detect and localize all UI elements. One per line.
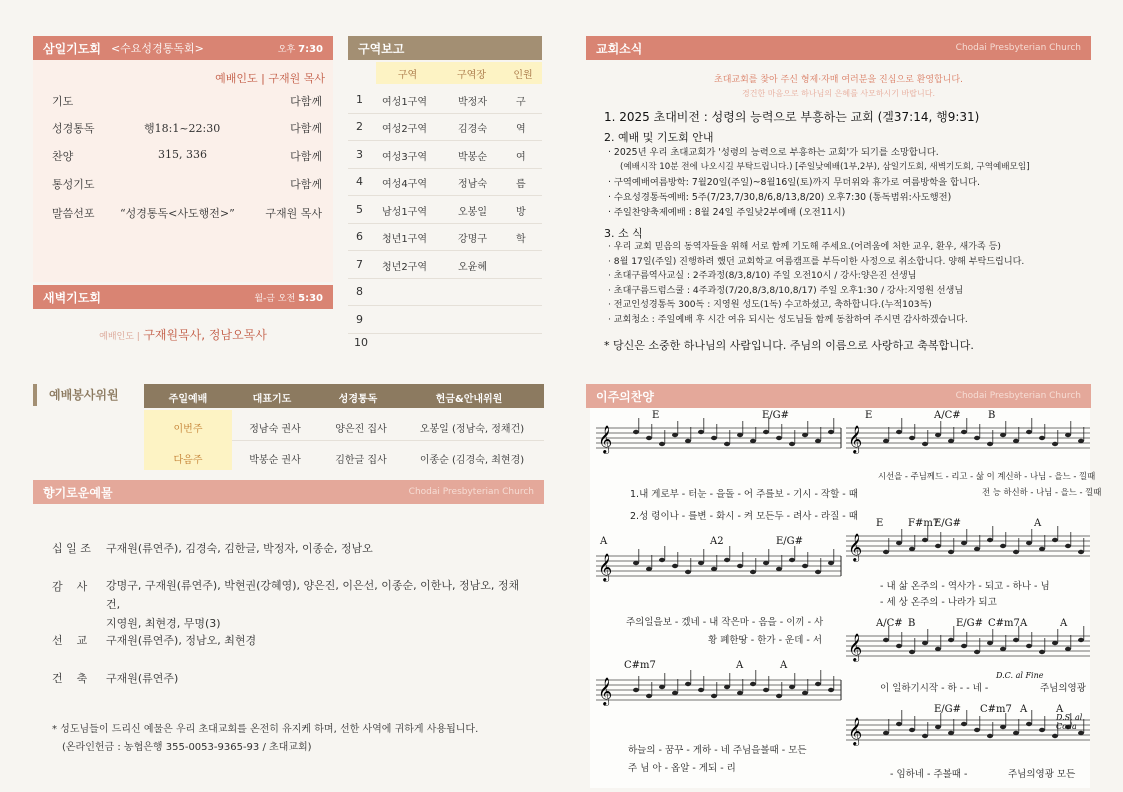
hymn-header [586, 384, 1091, 408]
news-item: · 주일찬양축제예배 : 8월 24일 주일낮2부예배 (오전11시) [608, 207, 846, 218]
news-item: · 8월 17일(주일) 진행하려 했던 교회학교 여름캠프를 부득이한 사정으로 취소합니다. 양해 부탁드립니다. [608, 256, 1025, 267]
note-head [1065, 647, 1071, 651]
note-head [935, 647, 941, 651]
dc-al-fine: D.C. al Fine [996, 671, 1044, 680]
note-head [789, 558, 795, 562]
note-head [698, 430, 704, 434]
note-head [789, 685, 795, 689]
dawn-leader-label: 예배인도 | [99, 332, 140, 342]
district-no: 3 [356, 148, 363, 161]
hymn-title: 이주의찬양 [596, 389, 654, 404]
service-bible: 김한글 집사 [335, 455, 387, 466]
note-head [909, 436, 915, 440]
news-item: · 수요성경통독예배: 5주(7/23,7/30,8/6,8/13,8/20) 오후7:30 (통독범위:사도행전) [608, 192, 952, 203]
wed-row-label: 성경통독 [52, 122, 95, 135]
note-head [883, 638, 889, 642]
wed-row [52, 120, 322, 136]
note-head [646, 694, 652, 698]
news-item: · 구역예배여름방학: 7월20일(주일)~8월16일(토)까지 무더위와 휴가로 여름방학을 합니다. [608, 177, 980, 188]
note-head [961, 430, 967, 434]
district-no: 1 [356, 93, 363, 106]
lyric-line: 하늘의 - 꿈꾸 - 게하 - 네 주님을볼때 - 모든 [628, 745, 807, 756]
district-count: 여 [516, 152, 526, 163]
note-head [711, 694, 717, 698]
note-head [1000, 433, 1006, 437]
dawn-leader [33, 326, 333, 343]
chord: B [908, 618, 916, 629]
note-head [1026, 541, 1032, 545]
chord: A [1020, 618, 1028, 629]
news-item: · 우리 교회 믿음의 동역자들을 위해 서로 함께 기도해 주세요.(어려움에 처한 교우, 환우, 새가족 등) [608, 242, 1001, 252]
wed-row-who: 다함께 [290, 95, 322, 108]
note-head [1000, 647, 1006, 651]
note-head [698, 561, 704, 565]
note-head [672, 433, 678, 437]
district-leader: 김경숙 [458, 124, 487, 135]
news-item: · 2025년 우리 초대교회가 '성령의 능력으로 부흥하는 교회'가 되기를 소망합니다. [608, 147, 939, 158]
chord: E [652, 410, 660, 421]
note-head [883, 439, 889, 443]
district-leader: 박정자 [458, 97, 487, 108]
note-head [909, 650, 915, 654]
district-leader: 오봉일 [458, 207, 487, 218]
note-head [815, 570, 821, 574]
district-header [348, 36, 542, 60]
note-head [802, 564, 808, 568]
district-area: 남성1구역 [382, 207, 428, 218]
district-no: 7 [356, 258, 363, 271]
dawn-title: 새벽기도회 [43, 290, 101, 305]
district-no: 4 [356, 175, 363, 188]
lyric-line: - 내 삶 온주의 - 역사가 - 되고 - 하나 - 님 [880, 581, 1050, 592]
district-title: 구역보고 [358, 41, 405, 56]
note-head [1052, 734, 1058, 738]
chord: E [865, 410, 873, 421]
news-welcome-sub: 경건한 마음으로 하나님의 은혜를 사모하시기 바랍니다. [742, 89, 935, 98]
district-row [348, 224, 542, 251]
note-head [802, 433, 808, 437]
service-title-wrap [33, 384, 119, 406]
note-head [659, 685, 665, 689]
note-head [685, 682, 691, 686]
note-head [815, 682, 821, 686]
offering-category: 건 축 [52, 672, 88, 685]
district-count: 구 [516, 97, 526, 108]
news-welcome: 초대교회를 찾아 주신 형제·자매 여러분을 진심으로 환영합니다. [714, 75, 963, 85]
district-no: 9 [356, 313, 363, 326]
district-no: 6 [356, 230, 363, 243]
note-head [1026, 430, 1032, 434]
note-head [961, 644, 967, 648]
treble-clef-icon: 𝄞 [848, 717, 863, 745]
note-head [1065, 433, 1071, 437]
district-col-count: 인원 [513, 70, 533, 81]
note-head [685, 570, 691, 574]
chord: A [736, 660, 744, 671]
news-item: · 초대구름역사교실 : 2주과정(8/3,8/10) 주일 오전10시 / 강사:양은진 선생님 [608, 271, 917, 282]
note-head [974, 650, 980, 654]
wed-row-who: 구재원 목사 [265, 207, 322, 220]
chord: A [780, 660, 788, 671]
wed-row [52, 205, 322, 221]
note-head [1052, 442, 1058, 446]
note-head [1039, 728, 1045, 732]
offering-names: 구재원(류연주), 김경숙, 김한글, 박정자, 이종순, 정남오 [106, 542, 373, 555]
note-head [672, 691, 678, 695]
district-no: 5 [356, 203, 363, 216]
note-head [802, 691, 808, 695]
district-count: 방 [516, 207, 526, 218]
district-row [348, 142, 542, 169]
note-head [1026, 644, 1032, 648]
note-head [633, 688, 639, 692]
district-area: 청년1구역 [382, 234, 428, 245]
treble-clef-icon: 𝄞 [848, 533, 863, 561]
district-leader: 정남숙 [458, 179, 487, 190]
district-rows [348, 84, 542, 356]
wed-row-label: 기도 [52, 95, 74, 108]
district-col-leader: 구역장 [457, 70, 486, 81]
district-count: 역 [516, 124, 526, 135]
note-head [763, 430, 769, 434]
hymn-brand: Chodai Presbyterian Church [955, 391, 1081, 401]
news-section-3-title: 3. 소 식 [604, 227, 643, 240]
wed-leader: 예배인도 | 구재원 목사 [215, 72, 325, 85]
note-head [633, 561, 639, 565]
wed-subtitle: <수요성경통독회> [110, 42, 204, 55]
note-head [724, 685, 730, 689]
service-divider [232, 440, 544, 441]
note-head [698, 688, 704, 692]
wed-row-who: 다함께 [290, 122, 322, 135]
offering-category: 감 사 [52, 580, 88, 593]
treble-clef-icon: 𝄞 [848, 425, 863, 453]
note-head [1078, 550, 1084, 554]
wed-row-label: 통성기도 [52, 178, 95, 191]
note-head [974, 547, 980, 551]
dawn-header [33, 285, 333, 309]
district-leader: 박봉순 [458, 152, 487, 163]
news-item: · 초대구름드럼스쿨 : 4주과정(7/20,8/3,8/10,8/17) 주일 오후1:30 / 강사:지영원 선생님 [608, 285, 964, 296]
offering-title: 향기로운예물 [43, 485, 113, 500]
offering-names: 강명구, 구재원(류연주), 박현권(강혜영), 양은진, 이은선, 이종순, 이한나, 정남오, 정채건, 지영원, 최현경, 무명(3) [106, 579, 520, 630]
chord: A [1034, 518, 1042, 529]
note-head [763, 688, 769, 692]
offering-account: (온라인헌금 : 농협은행 355-0053-9365-93 / 초대교회) [62, 742, 312, 753]
lyric-line: 주의일을보 - 겠네 - 내 작은마 - 음을 - 이끼 - 사 [626, 617, 824, 628]
service-title: 예배봉사위원 [49, 388, 119, 402]
chord: A [1056, 704, 1064, 715]
district-row [348, 197, 542, 224]
note-head [1000, 544, 1006, 548]
lyric-line: - 세 상 온주의 - 나라가 되고 [880, 597, 997, 608]
offering-brand: Chodai Presbyterian Church [408, 487, 534, 497]
chord: A [1020, 704, 1028, 715]
wed-row-content: 315, 336 [158, 148, 207, 161]
note-head [909, 728, 915, 732]
lyric-line: 1.내 게로부 - 터눈 - 을돌 - 어 주를보 - 기시 - 작할 - 때 [630, 489, 858, 500]
note-head [1013, 638, 1019, 642]
offering-note: * 성도님들이 드리신 예물은 우리 초대교회를 온전히 유지케 하며, 선한 사역에 귀하게 사용됩니다. [52, 724, 479, 735]
note-head [935, 725, 941, 729]
note-head [948, 439, 954, 443]
district-area: 여성3구역 [382, 152, 428, 163]
district-area: 여성4구역 [382, 179, 428, 190]
note-head [987, 641, 993, 645]
wed-header [33, 36, 333, 60]
news-section-3-list [608, 240, 1092, 328]
offering-header [33, 480, 544, 504]
district-area: 여성1구역 [382, 97, 428, 108]
note-head [1078, 731, 1084, 735]
district-area: 여성2구역 [382, 124, 428, 135]
wed-title: 삼일기도회 [43, 41, 101, 56]
ds-al-coda: D.S. al Coda [1056, 713, 1083, 731]
lyric-line: - 임하네 - 주볼때 - [890, 769, 968, 780]
wed-row-label: 말씀선포 [52, 207, 95, 220]
chord: E/G# [956, 618, 984, 629]
note-head [961, 722, 967, 726]
news-item: · 전교인성경통독 300독 : 지영원 성도(1독) 수고하셨고, 축하합니다.(누적103독) [608, 300, 932, 311]
note-head [646, 436, 652, 440]
service-prayer: 정남숙 권사 [249, 424, 301, 435]
chord: E/G# [934, 518, 962, 529]
wed-row [52, 148, 322, 164]
chord: A/C# [876, 618, 903, 629]
chord: F#m7 [908, 518, 940, 529]
chord: C#m7 [988, 618, 1020, 629]
chord: E/G# [776, 536, 804, 547]
note-head [1078, 439, 1084, 443]
note-head [1013, 439, 1019, 443]
note-head [1039, 436, 1045, 440]
note-head [935, 433, 941, 437]
offering-category: 선 교 [52, 634, 88, 647]
district-row [348, 279, 542, 306]
note-head [935, 544, 941, 548]
service-col-offering: 헌금&안내위원 [435, 394, 503, 405]
lyric-line: 황 폐한땅 - 한가 - 운데 - 서 [708, 635, 823, 646]
news-item: (예배시작 10분 전에 나오시길 부탁드립니다.) [주일낮예배(1부,2부), 삼일기도회, 새벽기도회, 구역예배모임] [620, 162, 1030, 172]
district-row [348, 334, 542, 356]
note-head [724, 558, 730, 562]
note-head [776, 436, 782, 440]
note-head [828, 430, 834, 434]
chord: A [1060, 618, 1068, 629]
district-count: 름 [516, 179, 526, 190]
note-head [974, 728, 980, 732]
note-head [737, 433, 743, 437]
lyric-line: 주 님 아 - 옵알 - 게되 - 리 [628, 763, 736, 774]
news-title: 교회소식 [596, 41, 643, 56]
note-head [763, 561, 769, 565]
note-head [948, 550, 954, 554]
chord: B [988, 410, 996, 421]
sheet-music [590, 408, 1102, 788]
lyric-line: 전 능 하신하 - 나님 - 을느 - 낄때 [982, 487, 1102, 497]
note-head [987, 538, 993, 542]
note-head [883, 550, 889, 554]
district-area: 청년2구역 [382, 262, 428, 273]
note-head [896, 644, 902, 648]
news-brand: Chodai Presbyterian Church [955, 43, 1081, 53]
treble-clef-icon: 𝄞 [848, 633, 863, 661]
service-bible: 양은진 집사 [335, 424, 387, 435]
chord: E [876, 518, 884, 529]
dawn-leader-names: 구재원목사, 정남오목사 [143, 328, 267, 342]
note-head [896, 541, 902, 545]
note-head [776, 567, 782, 571]
note-head [922, 641, 928, 645]
note-head [685, 439, 691, 443]
note-head [1078, 638, 1084, 642]
note-head [922, 538, 928, 542]
lyric-line: 주님의영광 [1040, 683, 1086, 694]
chord: A2 [710, 536, 724, 547]
news-closing: * 당신은 소중한 하나님의 사람입니다. 주님의 이름으로 사랑하고 축복합니다. [604, 339, 974, 352]
district-count: 학 [516, 234, 526, 245]
district-leader: 오윤혜 [458, 262, 487, 273]
district-no: 10 [354, 336, 368, 349]
district-no: 2 [356, 120, 363, 133]
lyric-line: 주님의영광 모든 [1008, 769, 1076, 780]
note-head [737, 564, 743, 568]
note-head [1013, 731, 1019, 735]
note-head [633, 430, 639, 434]
note-head [1052, 538, 1058, 542]
district-row [348, 87, 542, 114]
lyric-line: 2.성 령이나 - 를변 - 화시 - 켜 모든두 - 려사 - 라질 - 때 [630, 511, 858, 522]
note-head [1013, 550, 1019, 554]
note-head [1065, 544, 1071, 548]
note-head [922, 442, 928, 446]
service-offering: 오봉일 (정남숙, 정채건) [419, 424, 525, 435]
wed-row-who: 다함께 [290, 178, 322, 191]
wed-row-who: 다함께 [290, 150, 322, 163]
note-head [909, 547, 915, 551]
note-head [974, 436, 980, 440]
service-col-week: 주일예배 [168, 394, 208, 405]
news-vision: 1. 2025 초대비전 : 성령의 능력으로 부흥하는 교회 (겔37:14, 행9:31) [604, 110, 980, 124]
service-col-prayer: 대표기도 [252, 394, 292, 405]
note-head [659, 558, 665, 562]
note-head [1039, 547, 1045, 551]
note-head [828, 561, 834, 565]
note-head [1052, 641, 1058, 645]
wed-row [52, 176, 322, 192]
note-head [646, 567, 652, 571]
lyric-line: 시선을 - 주님께드 - 리고 - 삶 이 계신하 - 나님 - 을느 - 낄때 [878, 471, 1096, 481]
treble-clef-icon: 𝄞 [598, 425, 613, 453]
wed-row-content: “성경통독<사도행전>” [120, 207, 235, 220]
note-head [896, 722, 902, 726]
wed-row-content: 행18:1~22:30 [144, 122, 221, 135]
service-next-week: 다음주 [173, 455, 203, 466]
note-head [737, 691, 743, 695]
chord: E/G# [934, 704, 962, 715]
wed-time: 오후 7:30 [277, 43, 323, 55]
dawn-time: 월-금 오전 5:30 [254, 292, 323, 304]
note-head [724, 442, 730, 446]
staff-lines [590, 408, 1090, 788]
service-col-bible: 성경통독 [338, 394, 378, 405]
district-row [348, 169, 542, 196]
chord: A [600, 536, 608, 547]
district-no: 8 [356, 285, 363, 298]
note-head [789, 442, 795, 446]
news-worship-list [608, 145, 1088, 220]
chord: C#m7 [980, 704, 1012, 715]
note-head [711, 567, 717, 571]
district-col-area: 구역 [397, 70, 418, 81]
district-row [348, 114, 542, 141]
note-head [948, 638, 954, 642]
note-head [987, 734, 993, 738]
service-prayer: 박봉순 권사 [249, 455, 301, 466]
note-head [948, 731, 954, 735]
district-row [348, 252, 542, 279]
treble-clef-icon: 𝄞 [598, 677, 613, 705]
wed-row [52, 93, 322, 109]
news-header [586, 36, 1091, 60]
note-head [1000, 725, 1006, 729]
chord: E/G# [762, 410, 790, 421]
district-row [348, 307, 542, 334]
offering-names: 구재원(류연주) [106, 672, 179, 685]
note-head [750, 570, 756, 574]
note-head [776, 694, 782, 698]
wed-row-label: 찬양 [52, 150, 74, 163]
note-head [987, 442, 993, 446]
offering-category: 십 일 조 [52, 542, 91, 555]
note-head [1026, 722, 1032, 726]
note-head [750, 439, 756, 443]
note-head [1039, 650, 1045, 654]
note-head [828, 688, 834, 692]
service-offering: 이종순 (김경숙, 최현경) [419, 455, 525, 466]
district-leader: 강명구 [458, 234, 487, 245]
note-head [659, 442, 665, 446]
note-head [750, 682, 756, 686]
chord: A/C# [934, 410, 961, 421]
note-head [961, 541, 967, 545]
service-this-week: 이번주 [173, 424, 203, 435]
note-head [815, 439, 821, 443]
note-head [883, 731, 889, 735]
lyric-line: 이 일하기시작 - 하 - - 네 - [880, 683, 989, 694]
news-worship-title: 2. 예배 및 기도회 안내 [604, 131, 714, 144]
note-head [672, 564, 678, 568]
note-head [896, 430, 902, 434]
offering-names: 구재원(류연주), 정남오, 최현경 [106, 634, 257, 647]
note-head [922, 734, 928, 738]
treble-clef-icon: 𝄞 [598, 553, 613, 581]
chord: C#m7 [624, 660, 656, 671]
news-item: · 교회청소 : 주일예배 후 시간 여유 되시는 성도님들 함께 동참하여 주시면 감사하겠습니다. [608, 314, 968, 325]
note-head [711, 436, 717, 440]
